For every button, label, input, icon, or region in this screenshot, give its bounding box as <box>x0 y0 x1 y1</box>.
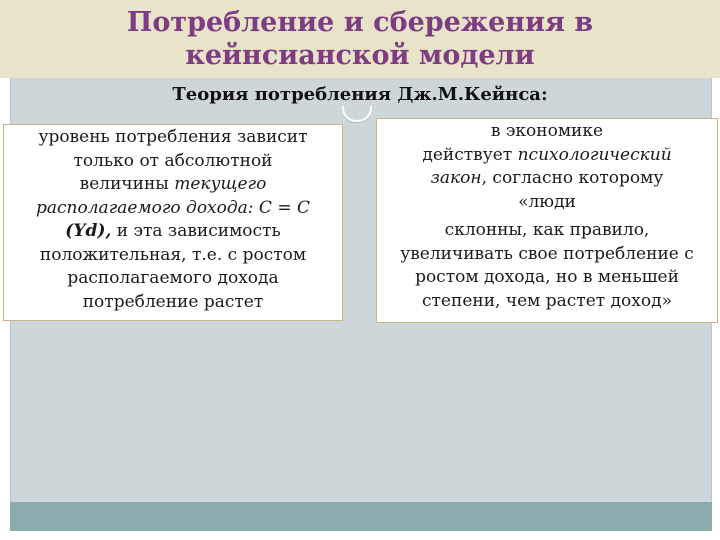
panel-footer-bar <box>10 502 712 531</box>
left-line-5 <box>8 220 338 244</box>
slide-title-line-2: кейнсианской модели <box>185 40 535 71</box>
left-line-5-plain: и эта зависимость <box>111 221 281 241</box>
right-line-8: степени, чем растет доход» <box>422 290 672 311</box>
right-line-2 <box>381 144 713 168</box>
left-line-5-formula: (Yd), <box>65 221 112 241</box>
right-line-3-italic: закон <box>430 168 482 188</box>
right-line-1: в экономике <box>490 121 604 141</box>
right-line-2-italic: психологический <box>517 144 672 165</box>
right-line-2-plain: действует <box>422 144 518 165</box>
left-text-box <box>3 124 343 321</box>
slide-title-line-1: Потребление и сбережения в <box>126 7 594 38</box>
right-line-7: ростом дохода, но в меньшей <box>415 267 679 287</box>
left-line-6: положительная, т.е. с ростом <box>39 244 307 265</box>
left-line-3 <box>8 173 338 197</box>
right-line-3-plain: , согласно которому <box>481 168 664 188</box>
right-text-box <box>376 118 718 323</box>
left-line-4: располагаемого дохода: С = С <box>36 197 310 218</box>
right-line-3 <box>381 167 713 191</box>
left-line-3-italic: текущего <box>174 174 267 194</box>
left-text-paragraph <box>8 126 338 314</box>
right-text-paragraph-2 <box>381 219 713 313</box>
right-line-6: увеличивать свое потребление с <box>400 243 694 264</box>
left-line-7: располагаемого дохода <box>67 268 279 288</box>
left-line-3-plain: величины <box>79 174 175 194</box>
right-text-paragraph-1 <box>381 120 713 214</box>
left-line-1: уровень потребления зависит <box>38 127 308 147</box>
slide-title <box>0 6 720 72</box>
slide-subtitle: Теория потребления Дж.М.Кейнса: <box>172 84 548 105</box>
left-line-8: потребление растет <box>82 291 264 312</box>
right-line-5: склонны, как правило, <box>444 220 650 240</box>
right-line-4: «люди <box>518 191 576 212</box>
left-line-2: только от абсолютной <box>73 150 273 171</box>
